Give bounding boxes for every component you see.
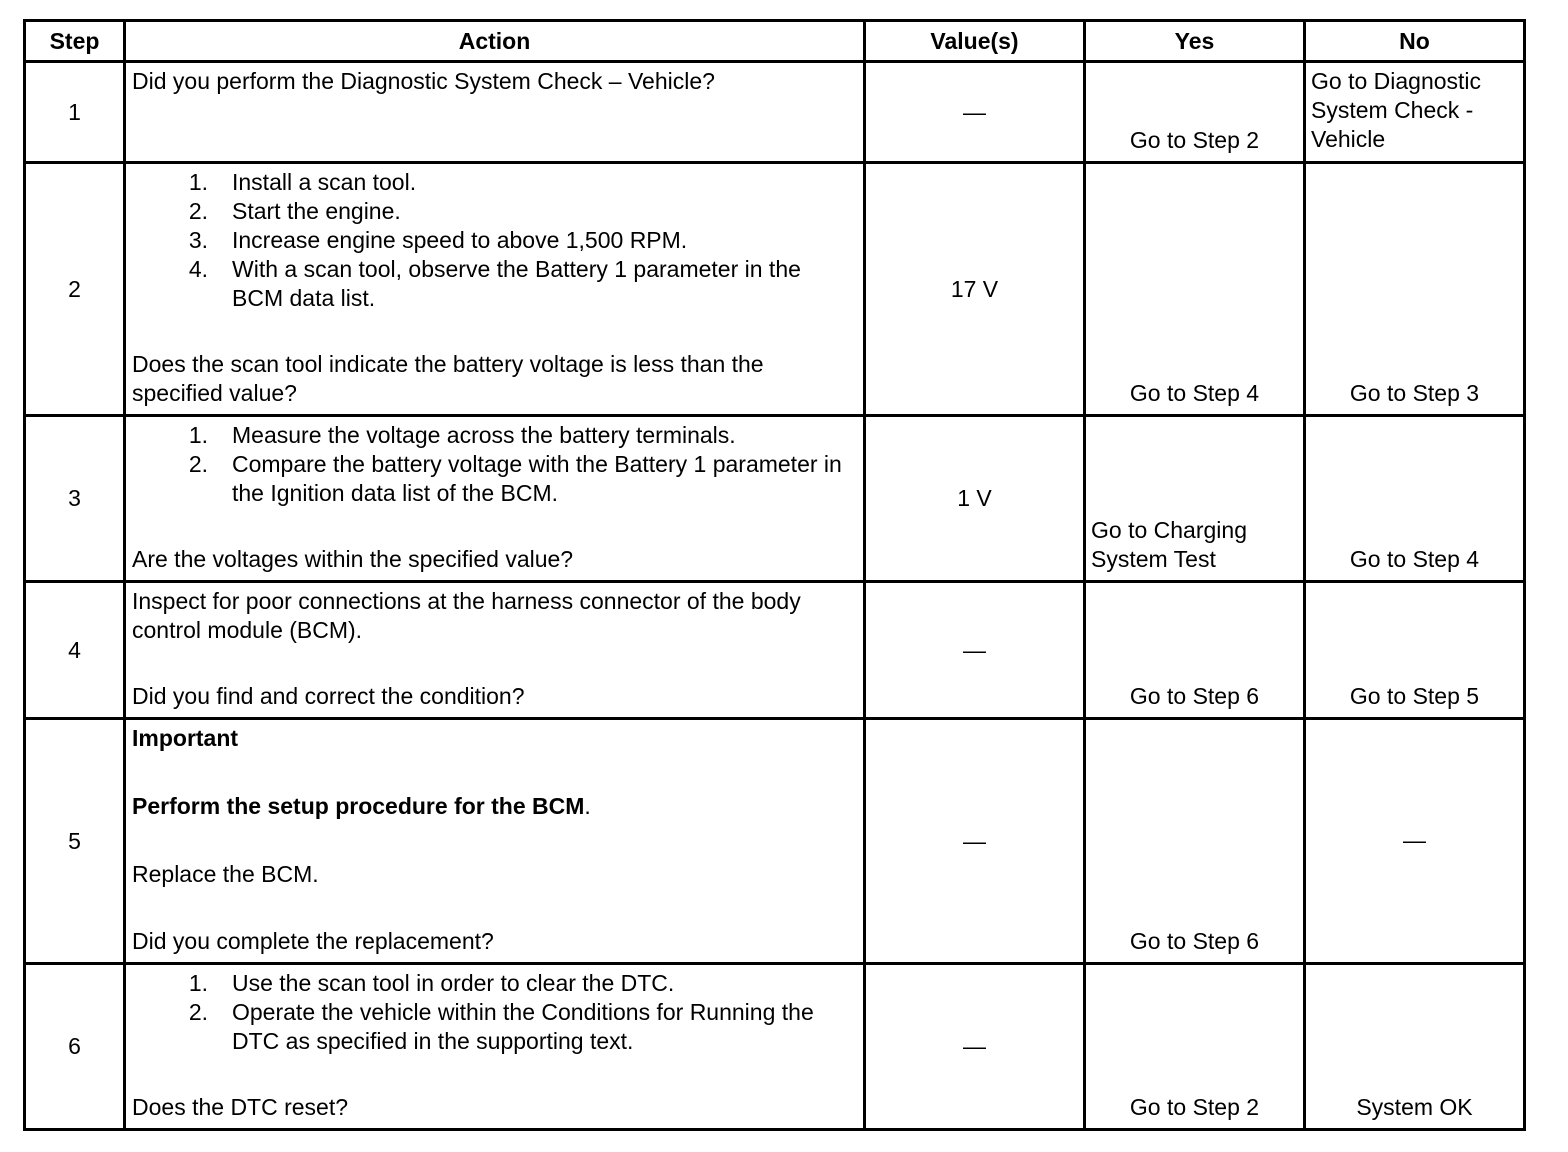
step-number: 6 [25, 964, 125, 1130]
header-no: No [1305, 21, 1525, 62]
step-number: 1 [25, 62, 125, 163]
list-item: 2. Operate the vehicle within the Conditions for Running the DTC as specified in the supporting text. [188, 999, 814, 1054]
value-cell: — [865, 582, 1085, 719]
header-action: Action [125, 21, 865, 62]
header-row [25, 21, 1525, 62]
yes-result: Go to Step 2 [1085, 62, 1305, 163]
action-instruction: Inspect for poor connections at the harness connector of the body control module (BCM). [132, 588, 801, 643]
action-question: Does the scan tool indicate the battery voltage is less than the specified value? [132, 351, 764, 406]
no-result: — [1305, 719, 1525, 964]
yes-result: Go to Step 6 [1085, 719, 1305, 964]
action-cell [125, 964, 865, 1130]
value-cell: 17 V [865, 163, 1085, 416]
important-note: Perform the setup procedure for the BCM. [132, 793, 591, 819]
value-cell: — [865, 62, 1085, 163]
action-steps-list [132, 168, 857, 313]
action-question: Did you find and correct the condition? [132, 683, 525, 709]
action-question: Are the voltages within the specified value? [132, 546, 574, 572]
header-values: Value(s) [865, 21, 1085, 62]
list-item: 1. Use the scan tool in order to clear the DTC. [188, 970, 675, 996]
step-number: 3 [25, 416, 125, 582]
no-result: Go to Step 5 [1305, 582, 1525, 719]
list-item: 2. Compare the battery voltage with the Battery 1 parameter in the Ignition data list of the BCM. [188, 451, 842, 506]
no-result: Go to Diagnostic System Check - Vehicle [1305, 62, 1525, 163]
action-question: Does the DTC reset? [132, 1094, 349, 1120]
action-cell [125, 719, 865, 964]
action-instruction: Replace the BCM. [132, 861, 319, 887]
action-cell [125, 62, 865, 163]
value-cell: — [865, 719, 1085, 964]
yes-result: Go to Step 6 [1085, 582, 1305, 719]
list-item: 4. With a scan tool, observe the Battery 1 parameter in the BCM data list. [188, 256, 801, 311]
value-cell: 1 V [865, 416, 1085, 582]
action-cell [125, 582, 865, 719]
list-item: 3. Increase engine speed to above 1,500 RPM. [188, 227, 688, 253]
value-cell: — [865, 964, 1085, 1130]
list-item: 1. Measure the voltage across the battery terminals. [188, 422, 736, 448]
action-question: Did you complete the replacement? [132, 928, 494, 954]
action-steps-list [132, 969, 857, 1056]
table-row [25, 163, 1525, 416]
action-cell [125, 163, 865, 416]
list-item: 1. Install a scan tool. [188, 169, 417, 195]
important-heading: Important [132, 725, 239, 751]
yes-result: Go to Step 4 [1085, 163, 1305, 416]
table-row [25, 719, 1525, 964]
action-question: Did you perform the Diagnostic System Check – Vehicle? [132, 68, 715, 94]
no-result: Go to Step 4 [1305, 416, 1525, 582]
no-result: System OK [1305, 964, 1525, 1130]
step-number: 2 [25, 163, 125, 416]
action-steps-list [132, 421, 857, 508]
step-number: 4 [25, 582, 125, 719]
action-cell [125, 416, 865, 582]
yes-result: Go to Charging System Test [1085, 416, 1305, 582]
list-item: 2. Start the engine. [188, 198, 401, 224]
header-step: Step [25, 21, 125, 62]
table-row [25, 582, 1525, 719]
no-result: Go to Step 3 [1305, 163, 1525, 416]
table-row [25, 62, 1525, 163]
header-yes: Yes [1085, 21, 1305, 62]
table-row [25, 964, 1525, 1130]
table-row [25, 416, 1525, 582]
diagnostic-table [23, 19, 1526, 1131]
step-number: 5 [25, 719, 125, 964]
yes-result: Go to Step 2 [1085, 964, 1305, 1130]
